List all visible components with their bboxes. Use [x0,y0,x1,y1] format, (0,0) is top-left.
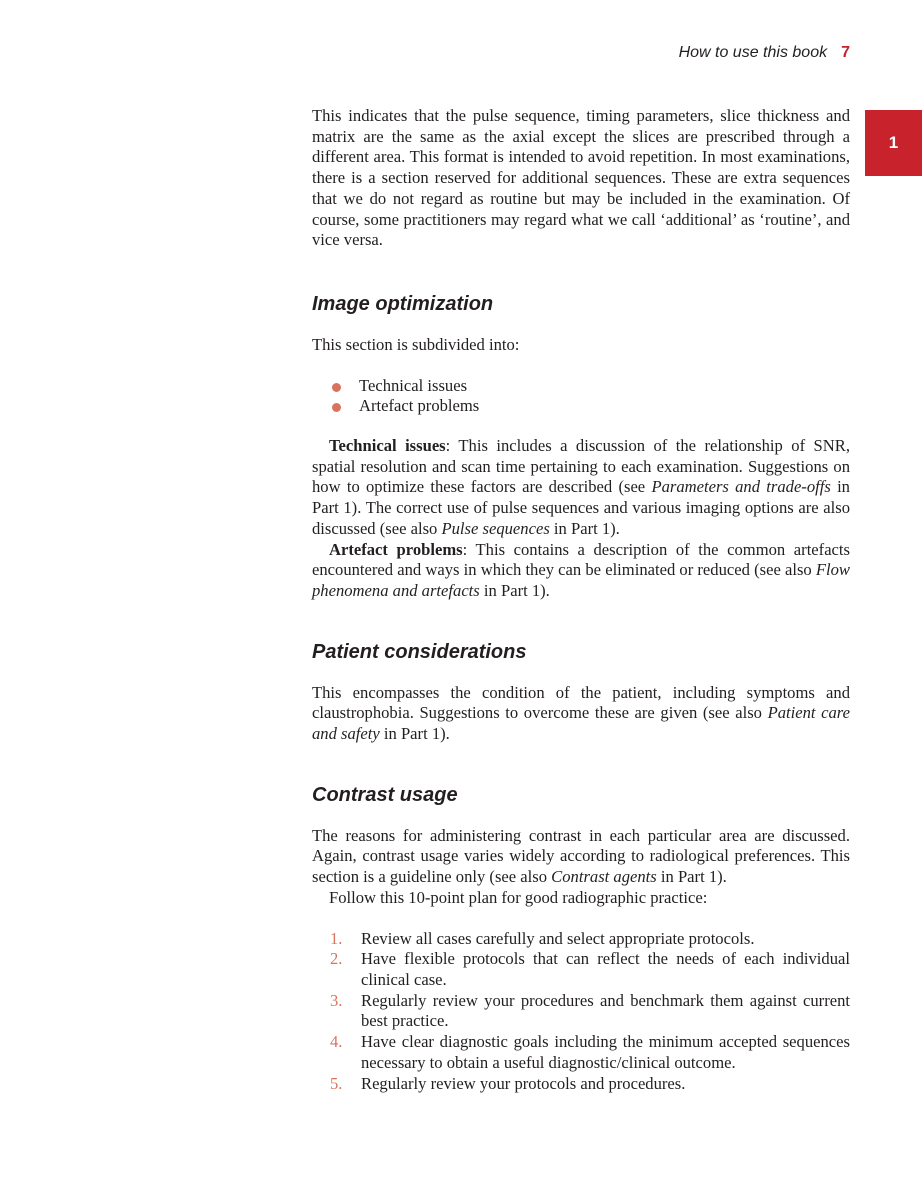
bullet-icon [332,403,341,412]
list-item: 3. Regularly review your procedures and benchmark them against current best practice. [330,990,850,1031]
section-heading-image-optimization: Image optimization [312,292,494,315]
list-number: 4. [330,1032,343,1052]
technical-issues-paragraph: Technical issues: This includes a discussion of the relationship of SNR, spatial resolution and scan time pertaining to each examination. Suggestions on how to optimize these factors are described (see Parameters and trade-offs in Part 1). The correct use of pulse sequences and various imaging options are also discussed (see also Pulse sequences in Part 1). [312,436,850,538]
list-number: 1. [330,928,343,948]
reference-patient-care: Patient care and safety [312,703,850,744]
numbered-list [312,929,850,1095]
intro-paragraph: This indicates that the pulse sequence, timing parameters, slice thickness and matrix are the same as the axial except the slices are prescribed through a different area. This format is intended to avoid repetition. In most examinations, there is a section reserved for additional sequences. These are extra sequences that we do not regard as routine but may be included in the examination. Of course, some practitioners may regard what we call ‘additional’ as ‘routine’, and vice versa. [312,106,850,250]
list-item: 1. Review all cases carefully and select appropriate protocols. [330,928,755,948]
bullet-icon [332,383,341,392]
chapter-tab: 1 [865,110,922,176]
section-heading-patient-considerations: Patient considerations [312,640,527,663]
plan-intro: Follow this 10-point plan for good radiographic practice: [329,887,708,907]
artefact-problems-paragraph: Artefact problems: This contains a description of the common artefacts encountered and ways in which they can be eliminated or reduced (see also Flow phenomena and artefacts in Part 1). [312,539,850,600]
list-item: 2. Have flexible protocols that can reflect the needs of each individual clinical case. [330,949,850,989]
running-title: How to use this book [678,44,828,61]
page-body [312,106,850,1094]
reference-pulse-sequences: Pulse sequences [441,518,550,538]
reference-contrast-agents: Contrast agents [551,867,657,887]
list-item: 4. Have clear diagnostic goals including the minimum accepted sequences necessary to obtain a useful diagnostic/clinical outcome. [330,1032,850,1072]
patient-considerations-paragraph: This encompasses the condition of the patient, including symptoms and claustrophobia. Suggestions to overcome these are given (see also Patient care and safety in Part 1). [312,682,850,744]
page-number: 7 [841,44,850,61]
reference-flow-phenomena: Flow phenomena and artefacts [312,560,850,600]
artefact-problems-label: Artefact problems [329,539,463,559]
list-item: Technical issues [312,376,850,397]
section-heading-contrast-usage: Contrast usage [312,783,458,806]
bullet-list [312,376,850,417]
image-optimization-lead: This section is subdivided into: [312,334,520,354]
contrast-usage-paragraph: The reasons for administering contrast in each particular area are discussed. Again, contrast usage varies widely according to radiological preferences. This section is a guideline only (see also Contrast agents in Part 1). [312,825,850,887]
reference-parameters: Parameters and trade-offs [651,477,831,497]
list-number: 5. [330,1073,343,1093]
list-number: 2. [330,949,343,969]
list-number: 3. [330,990,343,1010]
running-head [679,44,850,62]
list-item: 5. Regularly review your protocols and procedures. [330,1073,686,1093]
list-item: Artefact problems [312,396,850,417]
technical-issues-label: Technical issues [329,436,446,456]
